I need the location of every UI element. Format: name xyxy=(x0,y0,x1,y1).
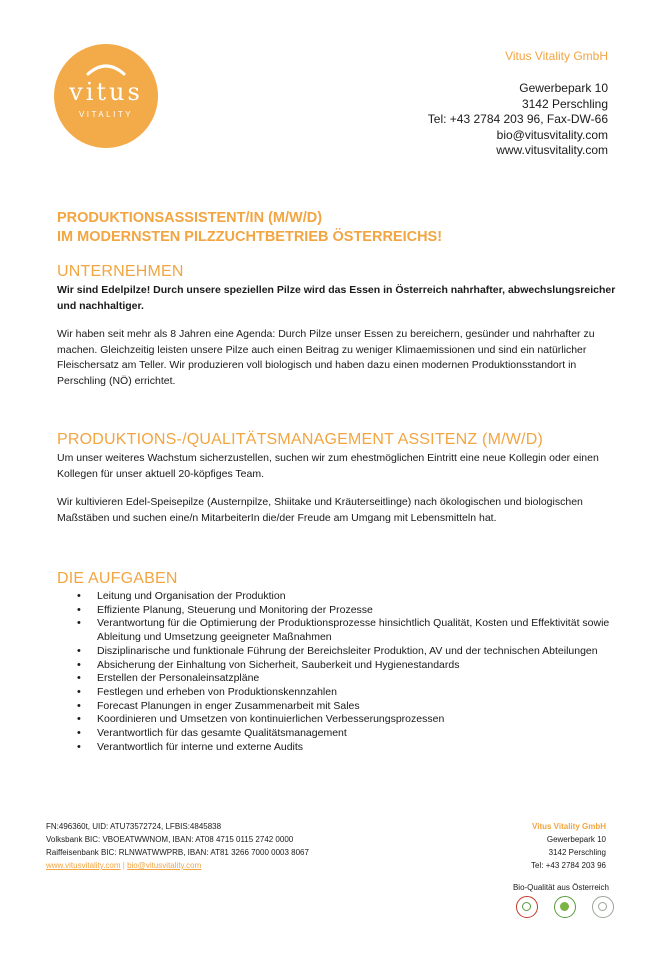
task-item: • Disziplinarische und funktionale Führung der Bereichsleiter Produktion, AV und der technischen Abteilungen xyxy=(57,645,617,659)
task-list xyxy=(57,590,617,754)
task-item: • Verantwortung für die Optimierung der Produktionsprozesse hinsichtlich Qualität, Kosten und Effektivität sowie Ableitung und Umsetzung geeigneter Maßnahmen xyxy=(57,617,617,644)
footer-legal-info xyxy=(46,820,309,872)
task-item: • Forecast Planungen in enger Zusammenarbeit mit Sales xyxy=(57,700,617,714)
certification-seal-icon xyxy=(592,896,614,918)
bio-austria-seal-icon xyxy=(554,896,576,918)
footer-registration: FN:496360t, UID: ATU73572724, LFBIS:4845838 xyxy=(46,822,222,831)
company-logo xyxy=(54,44,158,148)
footer-street: Gewerbepark 10 xyxy=(546,835,606,844)
job-title-line-2: IM MODERNSTEN PILZZUCHTBETRIEB ÖSTERREICHS! xyxy=(57,229,443,245)
company-intro: Wir sind Edelpilze! Durch unsere speziellen Pilze wird das Essen in Österreich nahrhafter, abwechslungsreicher und nachhaltiger. xyxy=(57,284,616,312)
logo-wordmark: vitus xyxy=(69,78,143,106)
footer-website-link[interactable]: www.vitusvitality.com xyxy=(46,861,121,870)
section-heading-tasks: DIE AUFGABEN xyxy=(57,570,178,587)
header-company-name: Vitus Vitality GmbH xyxy=(505,49,608,63)
section-heading-company: UNTERNEHMEN xyxy=(57,263,184,280)
footer-email-link[interactable]: bio@vitusvitality.com xyxy=(127,861,202,870)
job-title xyxy=(57,209,617,247)
header-email: bio@vitusvitality.com xyxy=(496,127,608,142)
footer-link-separator: | xyxy=(120,861,128,870)
task-item: • Absicherung der Einhaltung von Sicherheit, Sauberkeit und Hygienestandards xyxy=(57,659,617,673)
task-item: • Erstellen der Personaleinsatzpläne xyxy=(57,672,617,686)
footer-company-name: Vitus Vitality GmbH xyxy=(532,822,606,831)
task-item: • Koordinieren und Umsetzen von kontinuierlichen Verbesserungsprozessen xyxy=(57,713,617,727)
task-item: • Verantwortlich für interne und externe Audits xyxy=(57,741,617,755)
position-paragraph-1: Um unser weiteres Wachstum sicherzustellen, suchen wir zum ehestmöglichen Eintritt eine neue Kollegin oder einen Kollegen für unser aktuell 20-köpfiges Team. xyxy=(57,452,599,480)
footer-address xyxy=(531,820,606,872)
position-paragraph-2: Wir kultivieren Edel-Speisepilze (Austernpilze, Shiitake und Kräuterseitlinge) nach ökologischen und biologischen Maßstäben und suchen eine/n MitarbeiterIn die/der Freude am Umgang mit Lebensmitteln hat. xyxy=(57,496,583,524)
eu-organic-seal-icon xyxy=(516,896,538,918)
logo-subtitle: VITALITY xyxy=(78,110,134,119)
header-phone: Tel: +43 2784 203 96, Fax-DW-66 xyxy=(427,112,608,126)
header-address xyxy=(428,81,608,159)
task-item: • Verantwortlich für das gesamte Qualitätsmanagement xyxy=(57,727,617,741)
header-street: Gewerbepark 10 xyxy=(519,81,608,95)
footer-phone: Tel: +43 2784 203 96 xyxy=(531,861,606,870)
header-website: www.vitusvitality.com xyxy=(496,143,608,157)
task-item: • Leitung und Organisation der Produktion xyxy=(57,590,617,604)
section-heading-position: PRODUKTIONS-/QUALITÄTSMANAGEMENT ASSITENZ (M/W/D) xyxy=(57,431,543,448)
footer-bank-volksbank: Volksbank BIC: VBOEATWWNOM, IBAN: AT08 4715 0115 2742 0000 xyxy=(46,835,294,844)
footer-bank-raiffeisen: Raiffeisenbank BIC: RLNWATWWPRB, IBAN: AT81 3266 7000 0003 8067 xyxy=(46,848,309,857)
company-description: Wir haben seit mehr als 8 Jahren eine Agenda: Durch Pilze unser Essen zu bereichern, gesünder und nahrhafter zu machen. Gleichzeitig leisten unsere Pilze auch einen Beitrag zu weniger Klimaemissionen und sind ein natürlicher Fleischersatz am Teller. Wir produzieren voll biologisch und haben dazu einen modernen Produktionsstandort in Perschling (NÖ) errichtet. xyxy=(57,328,595,387)
footer-city: 3142 Perschling xyxy=(548,848,606,857)
logo-arc-icon xyxy=(84,62,128,76)
job-title-line-1: PRODUKTIONSASSISTENT/IN (M/W/D) xyxy=(57,210,323,226)
footer-links xyxy=(46,859,309,872)
bio-quality-label: Bio-Qualität aus Österreich xyxy=(512,883,609,892)
header-city: 3142 Perschling xyxy=(521,96,608,111)
task-item: • Effiziente Planung, Steuerung und Monitoring der Prozesse xyxy=(57,604,617,618)
task-item: • Festlegen und erheben von Produktionskennzahlen xyxy=(57,686,617,700)
